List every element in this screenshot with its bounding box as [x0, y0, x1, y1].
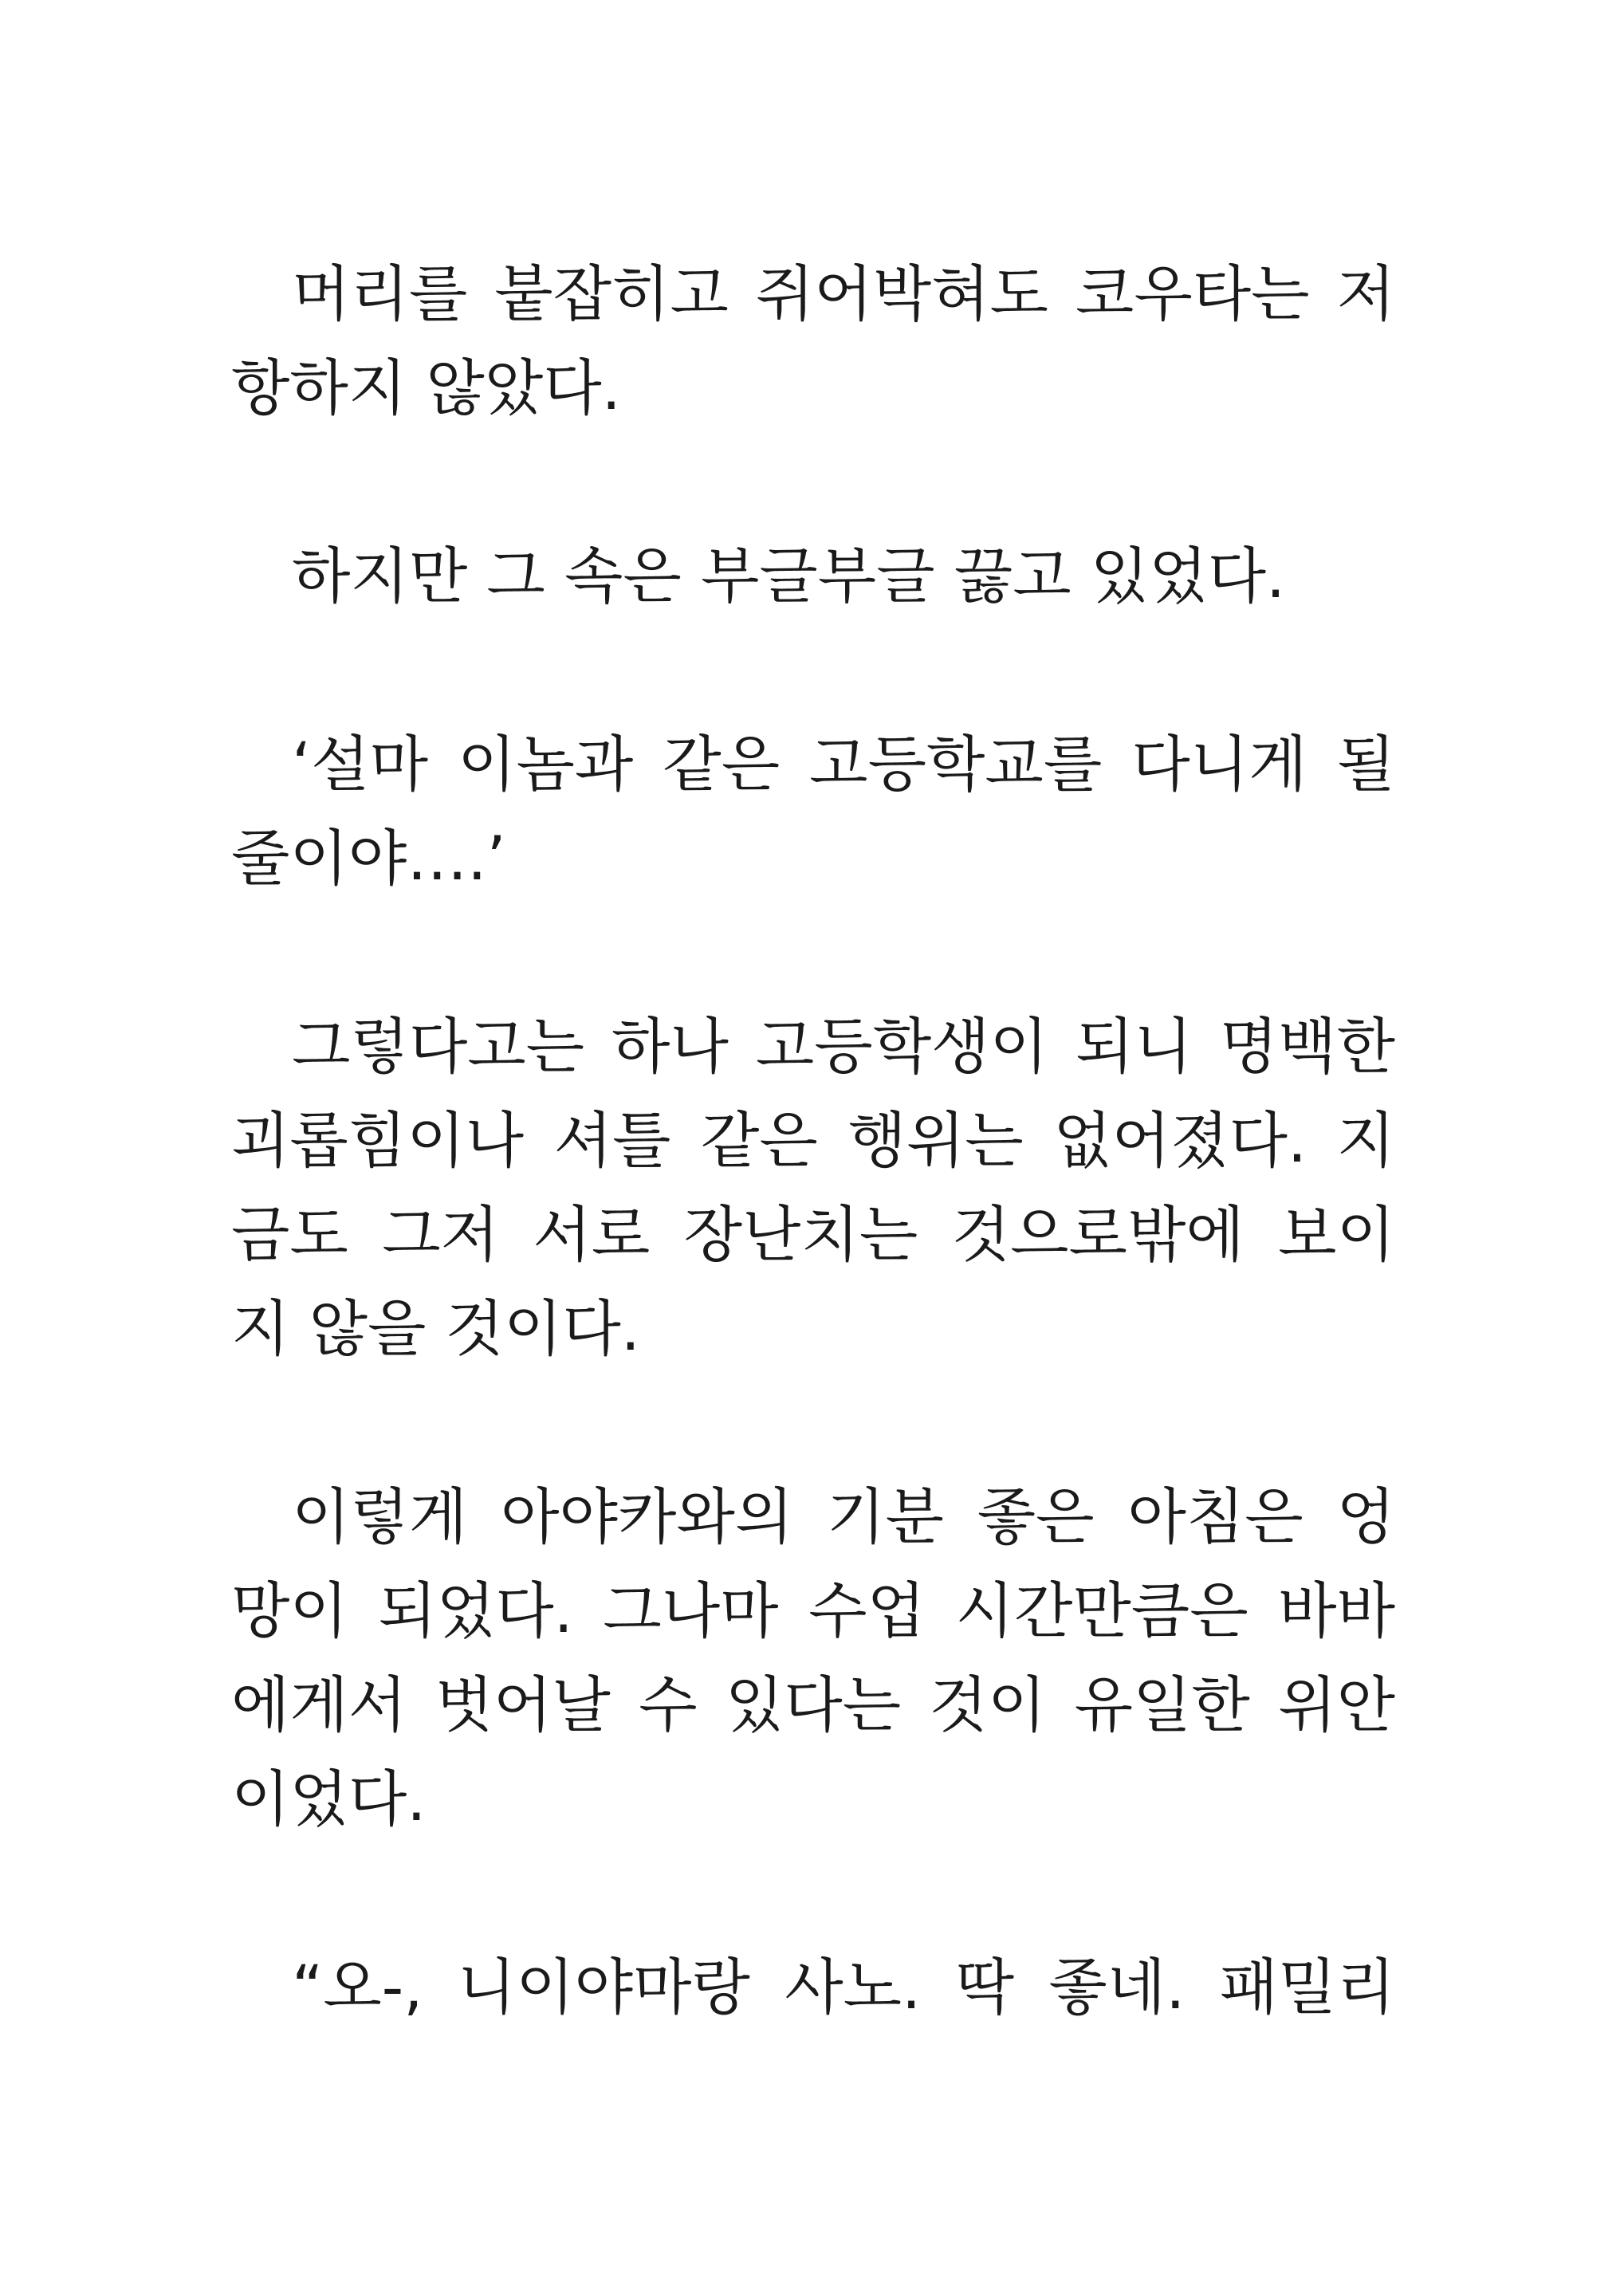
text-line: 이렇게 아야카와의 기분 좋은 아침은 엉: [292, 1481, 1395, 1552]
text-line: 항하지 않았다.: [231, 352, 621, 423]
text-line: 하지만 그 속은 부글부글 끓고 있었다.: [292, 541, 1286, 611]
paragraph-1: [231, 247, 1395, 435]
text-line: 괴롭힘이나 셔틀 같은 행위는 없어졌다. 지: [231, 1105, 1395, 1176]
paragraph-2: [231, 529, 1395, 623]
body-text: [231, 247, 1395, 2129]
paragraph-6: [231, 1940, 1395, 2035]
text-line: “오-, 니이야마랑 사노. 딱 좋네. 패밀리: [292, 1952, 1395, 2023]
text-line: 그렇다고는 하나 고등학생이 되니 명백한: [292, 1011, 1395, 1082]
text-line: 금도 그저 서로 장난치는 것으로밖에 보이: [231, 1199, 1395, 1270]
paragraph-5: [231, 1470, 1395, 1846]
text-line: 지 않을 것이다.: [231, 1293, 640, 1364]
text-line: 망이 되었다. 그나마 수업 시간만큼은 바바: [231, 1575, 1395, 1646]
text-line: 에게서 벗어날 수 있다는 것이 유일한 위안: [231, 1669, 1395, 1740]
text-line: ‘설마 이놈과 같은 고등학교를 다니게 될: [292, 729, 1395, 800]
paragraph-3: [231, 718, 1395, 906]
paragraph-4: [231, 1000, 1395, 1376]
text-line: 줄이야….’: [231, 823, 506, 894]
text-line: 머리를 붙잡히고 쥐어박혀도 코우타는 저: [292, 258, 1395, 329]
text-line: 이었다.: [231, 1763, 427, 1834]
